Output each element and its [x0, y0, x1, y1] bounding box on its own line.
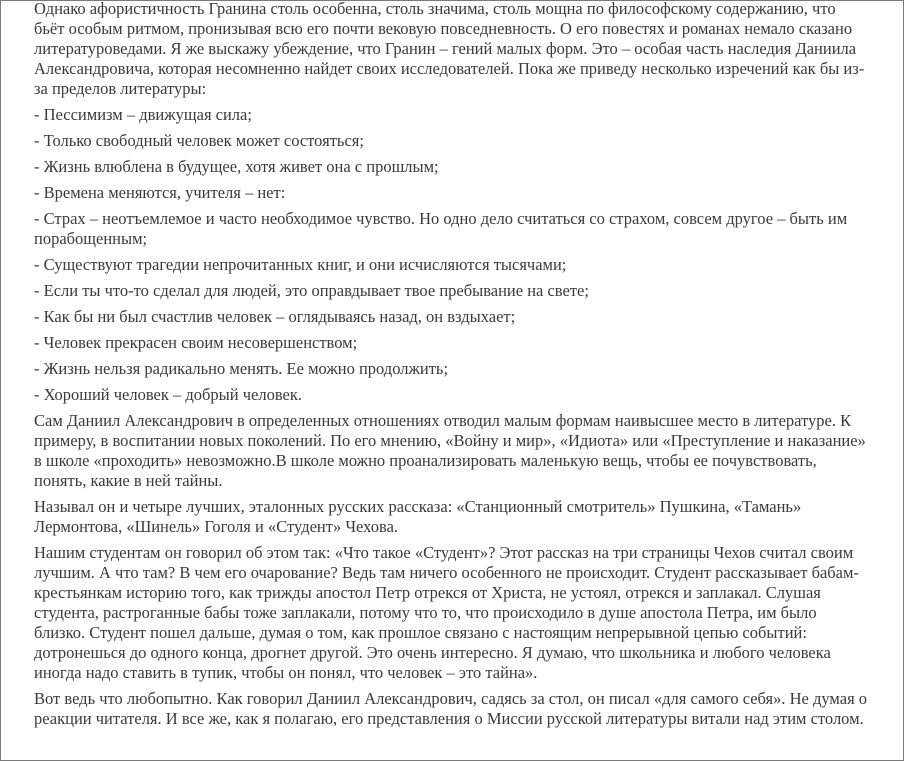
aphorism-item: - Времена меняются, учителя – нет: [34, 183, 286, 202]
aphorism-item: - Страх – неотъемлемое и часто необходимое чувство. Но одно дело считаться со страхом, совсем другое – быть им порабощенным; [34, 209, 848, 248]
aphorism-item: - Пессимизм – движущая сила; [34, 105, 252, 124]
aphorism-list [34, 105, 870, 405]
four-stories-paragraph: Называл он и четыре лучших, эталонных русских рассказа: «Станционный смотритель» Пушкина, «Тамань» Лермонтова, «Шинель» Гоголя и «Студент» Чехова. [34, 497, 802, 536]
aphorism-item: - Как бы ни был счастлив человек – оглядываясь назад, он вздыхает; [34, 307, 516, 326]
student-story-paragraph: Нашим студентам он говорил об этом так: «Что такое «Студент»? Этот рассказ на три страницы Чехов считал своим лучшим. А что там? В чем его очарование? Ведь там ничего особенного не происходит. Студент рассказывает бабам-крестьянкам историю того, как трижды апостол Петр отрекся от Христа, не устоял, отрекся и заплакал. Слушая студента, растроганные бабы тоже заплакали, потому что то, что происходило в душе апостола Петра, им было близко. Студент пошел дальше, думая о том, как прошлое связано с настоящим непрерывной цепью событий: дотронешься до одного конца, дрогнет другой. Это очень интересно. Я думаю, что школьника и любого человека иногда надо ставить в тупик, чтобы он понял, что человек – это тайна». [34, 543, 859, 682]
intro-paragraph: Однако афористичность Гранина столь особенна, столь значима, столь мощна по философскому содержанию, что бьёт особым ритмом, пронизывая всю его почти вековую повседневность. О его повестях и романах немало сказано литературоведами. Я же выскажу убеждение, что Гранин – гений малых форм. Это – особая часть наследия Даниила Александровича, которая несомненно найдет своих исследователей. Пока же приведу несколько изречений как бы из-за пределов литературы: [34, 0, 865, 98]
small-forms-paragraph: Сам Даниил Александрович в определенных отношениях отводил малым формам наивысшее место в литературе. К примеру, в воспитании новых поколений. По его мнению, «Войну и мир», «Идиота» или «Преступление и наказание» в школе «проходить» невозможно.В школе можно проанализировать маленькую вещь, чтобы ее почувствовать, понять, какие в ней тайны. [34, 411, 866, 490]
aphorism-item: - Если ты что-то сделал для людей, это оправдывает твое пребывание на свете; [34, 281, 589, 300]
closing-paragraph: Вот ведь что любопытно. Как говорил Даниил Александрович, садясь за стол, он писал «для самого себя». Не думая о реакции читателя. И все же, как я полагаю, его представления о Миссии русской литературы витали над этим столом. [34, 689, 868, 728]
article-body [34, 0, 870, 735]
aphorism-item: - Существуют трагедии непрочитанных книг, и они исчисляются тысячами; [34, 255, 567, 274]
aphorism-item: - Человек прекрасен своим несовершенством; [34, 333, 358, 352]
aphorism-item: - Только свободный человек может состояться; [34, 131, 364, 150]
aphorism-item: - Хороший человек – добрый человек. [34, 385, 302, 404]
aphorism-item: - Жизнь влюблена в будущее, хотя живет она с прошлым; [34, 157, 439, 176]
aphorism-item: - Жизнь нельзя радикально менять. Ее можно продолжить; [34, 359, 449, 378]
